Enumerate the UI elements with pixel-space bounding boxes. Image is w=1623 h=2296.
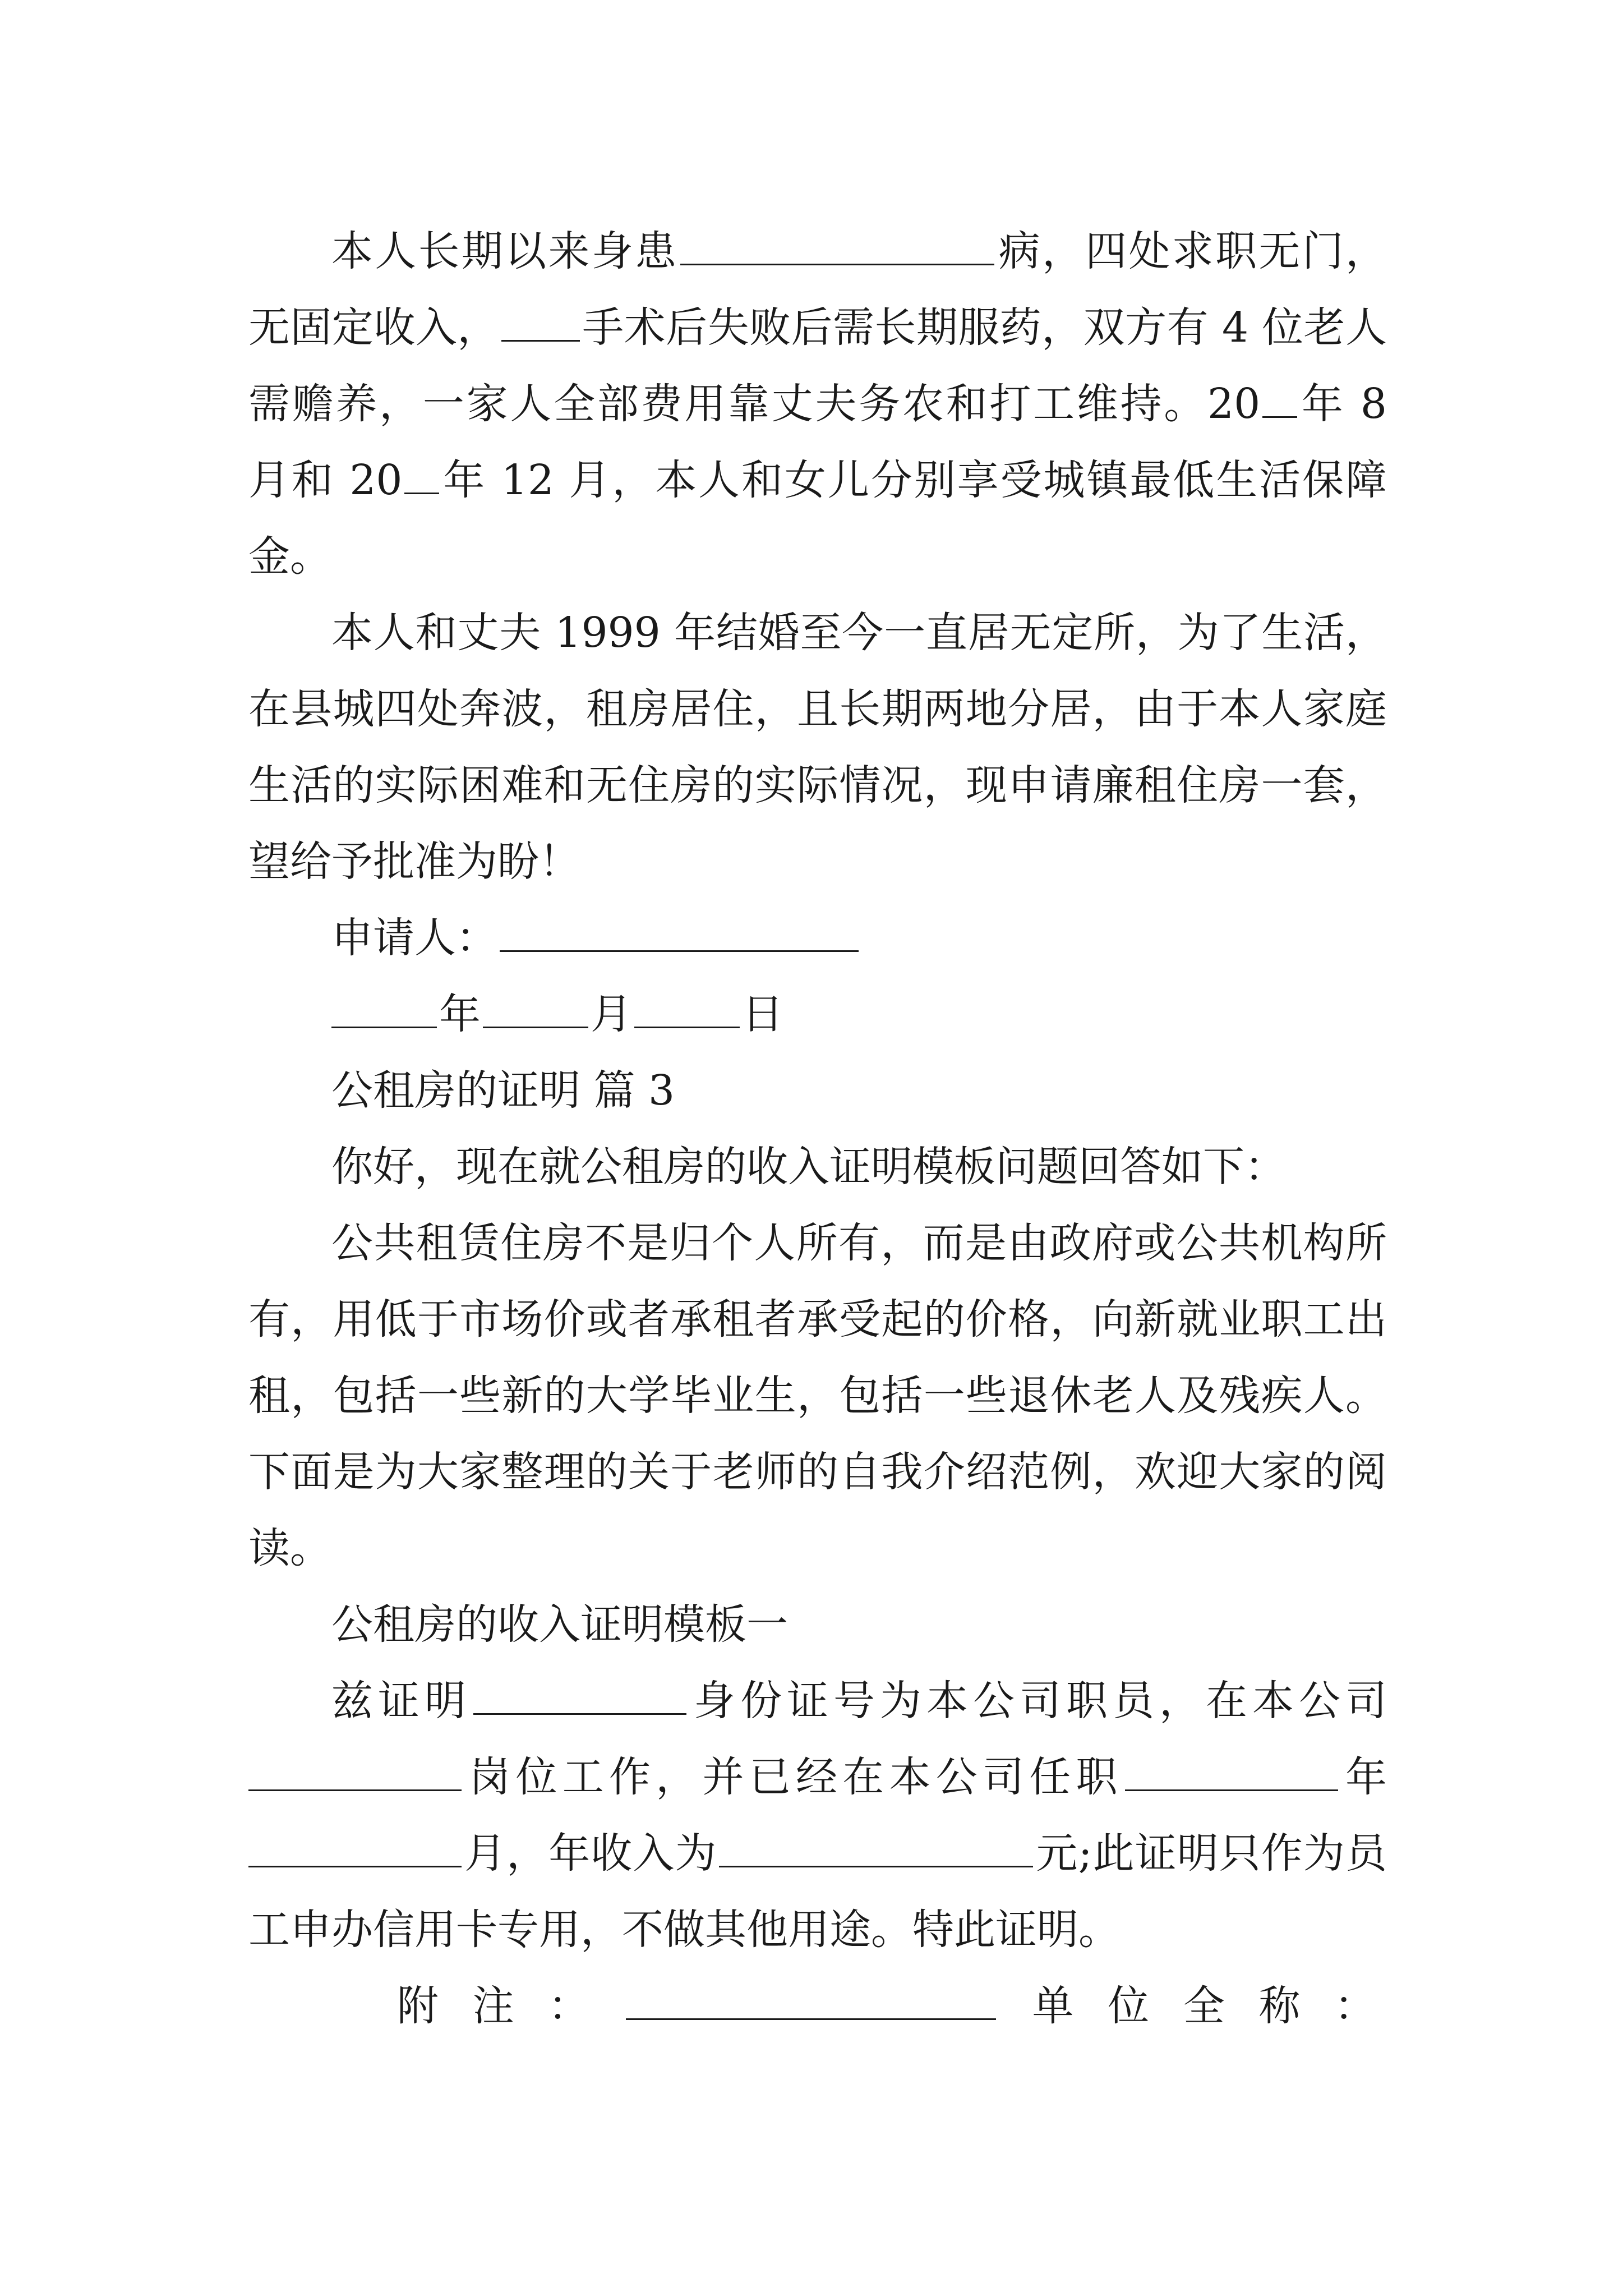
applicant-line (248, 900, 1387, 976)
year-label: 年 (439, 990, 481, 1038)
note-char: ： (548, 1982, 590, 2030)
day-blank (634, 990, 740, 1028)
position-blank (248, 1752, 462, 1791)
applicant-blank (500, 913, 859, 952)
text: 身份证号为本公司职员，在本公司 (689, 1677, 1387, 1725)
section-title: 公租房的证明 篇 3 (331, 1066, 675, 1115)
day-label: 日 (742, 990, 783, 1038)
year-blank (331, 990, 437, 1028)
text: 兹证明 (331, 1677, 471, 1725)
date-line (248, 976, 1387, 1052)
name-blank (473, 1676, 686, 1715)
paragraph-greeting: 你好，现在就公租房的收入证明模板问题回答如下： (331, 1143, 1286, 1191)
text: 元;此证明只作为员工申办信用卡专用，不做其他用途。特此证明。 (248, 1829, 1387, 1954)
unit-char: 位 (1108, 1982, 1150, 2030)
fill-blank (1262, 379, 1297, 418)
applicant-label: 申请人： (331, 914, 497, 962)
text: 手术后失败后需长期服药，双方有 4 位老人需赡养，一家人全部费用靠丈夫务农和打工维持。20 (248, 303, 1387, 428)
text: 岗位工作，并已经在本公司任职 (464, 1753, 1123, 1801)
text: 年 12 月，本人和女儿分别享受城镇最低生活保障金。 (248, 456, 1387, 581)
years-blank (1125, 1752, 1338, 1791)
text: 病，四处求职无门，无固定收入， (248, 227, 1387, 352)
template-title: 公租房的收入证明模板一 (331, 1600, 788, 1649)
fill-blank (404, 455, 439, 494)
income-blank (719, 1829, 1033, 1867)
note-char: 附 (397, 1982, 439, 2030)
document-page (248, 213, 1387, 2044)
paragraph-illness (248, 213, 1387, 595)
text: 年 (1340, 1753, 1387, 1801)
month-blank (483, 990, 588, 1028)
footer-line (248, 1968, 1387, 2044)
text: 月，年收入为 (464, 1829, 717, 1878)
paragraph-public-rental: 公共租赁住房不是归个人所有，而是由政府或公共机构所有，用低于市场价或者承租者承受起的价格，向新就业职工出租，包括一些新的大学毕业生，包括一些退休老人及残疾人。下面是为大家整理的关于老师的自我介绍范例，欢迎大家的阅读。 (248, 1219, 1387, 1572)
unit-char: ： (1334, 1982, 1376, 2030)
months-blank (248, 1829, 462, 1867)
month-label: 月 (591, 990, 632, 1038)
unit-char: 单 (1032, 1982, 1074, 2030)
paragraph-certificate (248, 1663, 1387, 1968)
note-blank (626, 1981, 996, 2020)
text: 本人长期以来身患 (331, 227, 679, 275)
unit-char: 全 (1183, 1982, 1225, 2030)
text: 年 8 月和 20 (248, 380, 1387, 504)
unit-char: 称 (1258, 1982, 1301, 2030)
fill-blank (501, 303, 580, 342)
fill-blank (680, 227, 994, 265)
paragraph-housing: 本人和丈夫 1999 年结婚至今一直居无定所，为了生活，在县城四处奔波，租房居住，且长期两地分居，由于本人家庭生活的实际困难和无住房的实际情况，现申请廉租住房一套，望给予批准为盼！ (248, 609, 1387, 886)
note-char: 注 (472, 1982, 514, 2030)
